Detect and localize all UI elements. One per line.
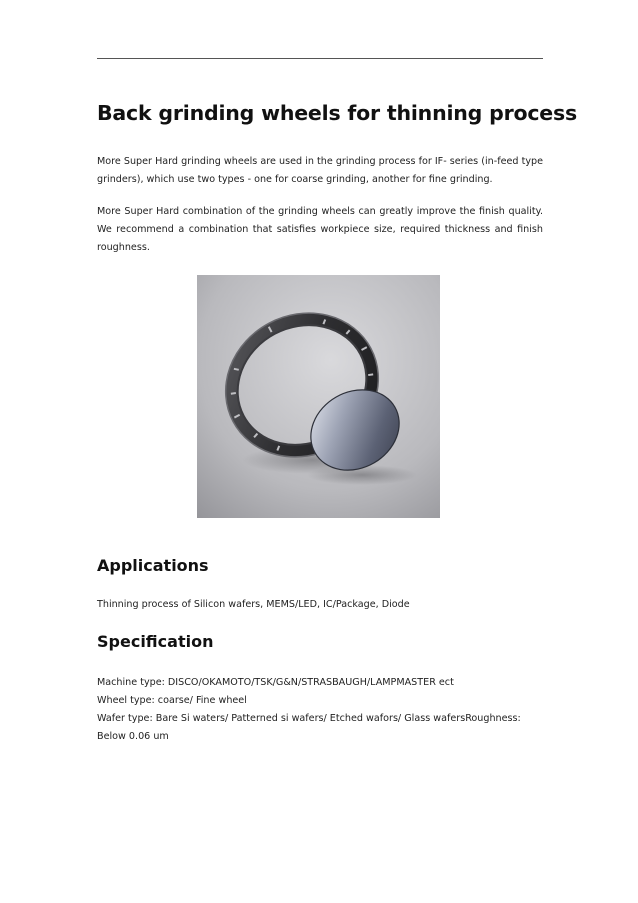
- page-title: Back grinding wheels for thinning process: [97, 101, 578, 125]
- spec-wafer-type: Wafer type: Bare Si waters/ Patterned si wafers/ Etched wafors/ Glass wafersRoughness: Below 0.06 um: [97, 713, 521, 742]
- top-rule: [97, 58, 543, 59]
- intro-paragraph-2: More Super Hard combination of the grinding wheels can greatly improve the finish quality. We recommend a combination that satisfies workpiece size, required thickness and finish roughness.: [97, 206, 543, 253]
- spec-wheel-type: Wheel type: coarse/ Fine wheel: [97, 695, 247, 706]
- applications-text: Thinning process of Silicon wafers, MEMS/LED, IC/Package, Diode: [97, 599, 410, 610]
- spec-machine-type: Machine type: DISCO/OKAMOTO/TSK/G&N/STRASBAUGH/LAMPMASTER ect: [97, 677, 454, 688]
- specification-heading: Specification: [97, 632, 214, 651]
- product-photo: [197, 275, 440, 518]
- applications-heading: Applications: [97, 556, 209, 575]
- intro-paragraph-1: More Super Hard grinding wheels are used in the grinding process for IF- series (in-feed type grinders), which use two types - one for coarse grinding, another for fine grinding.: [97, 156, 543, 185]
